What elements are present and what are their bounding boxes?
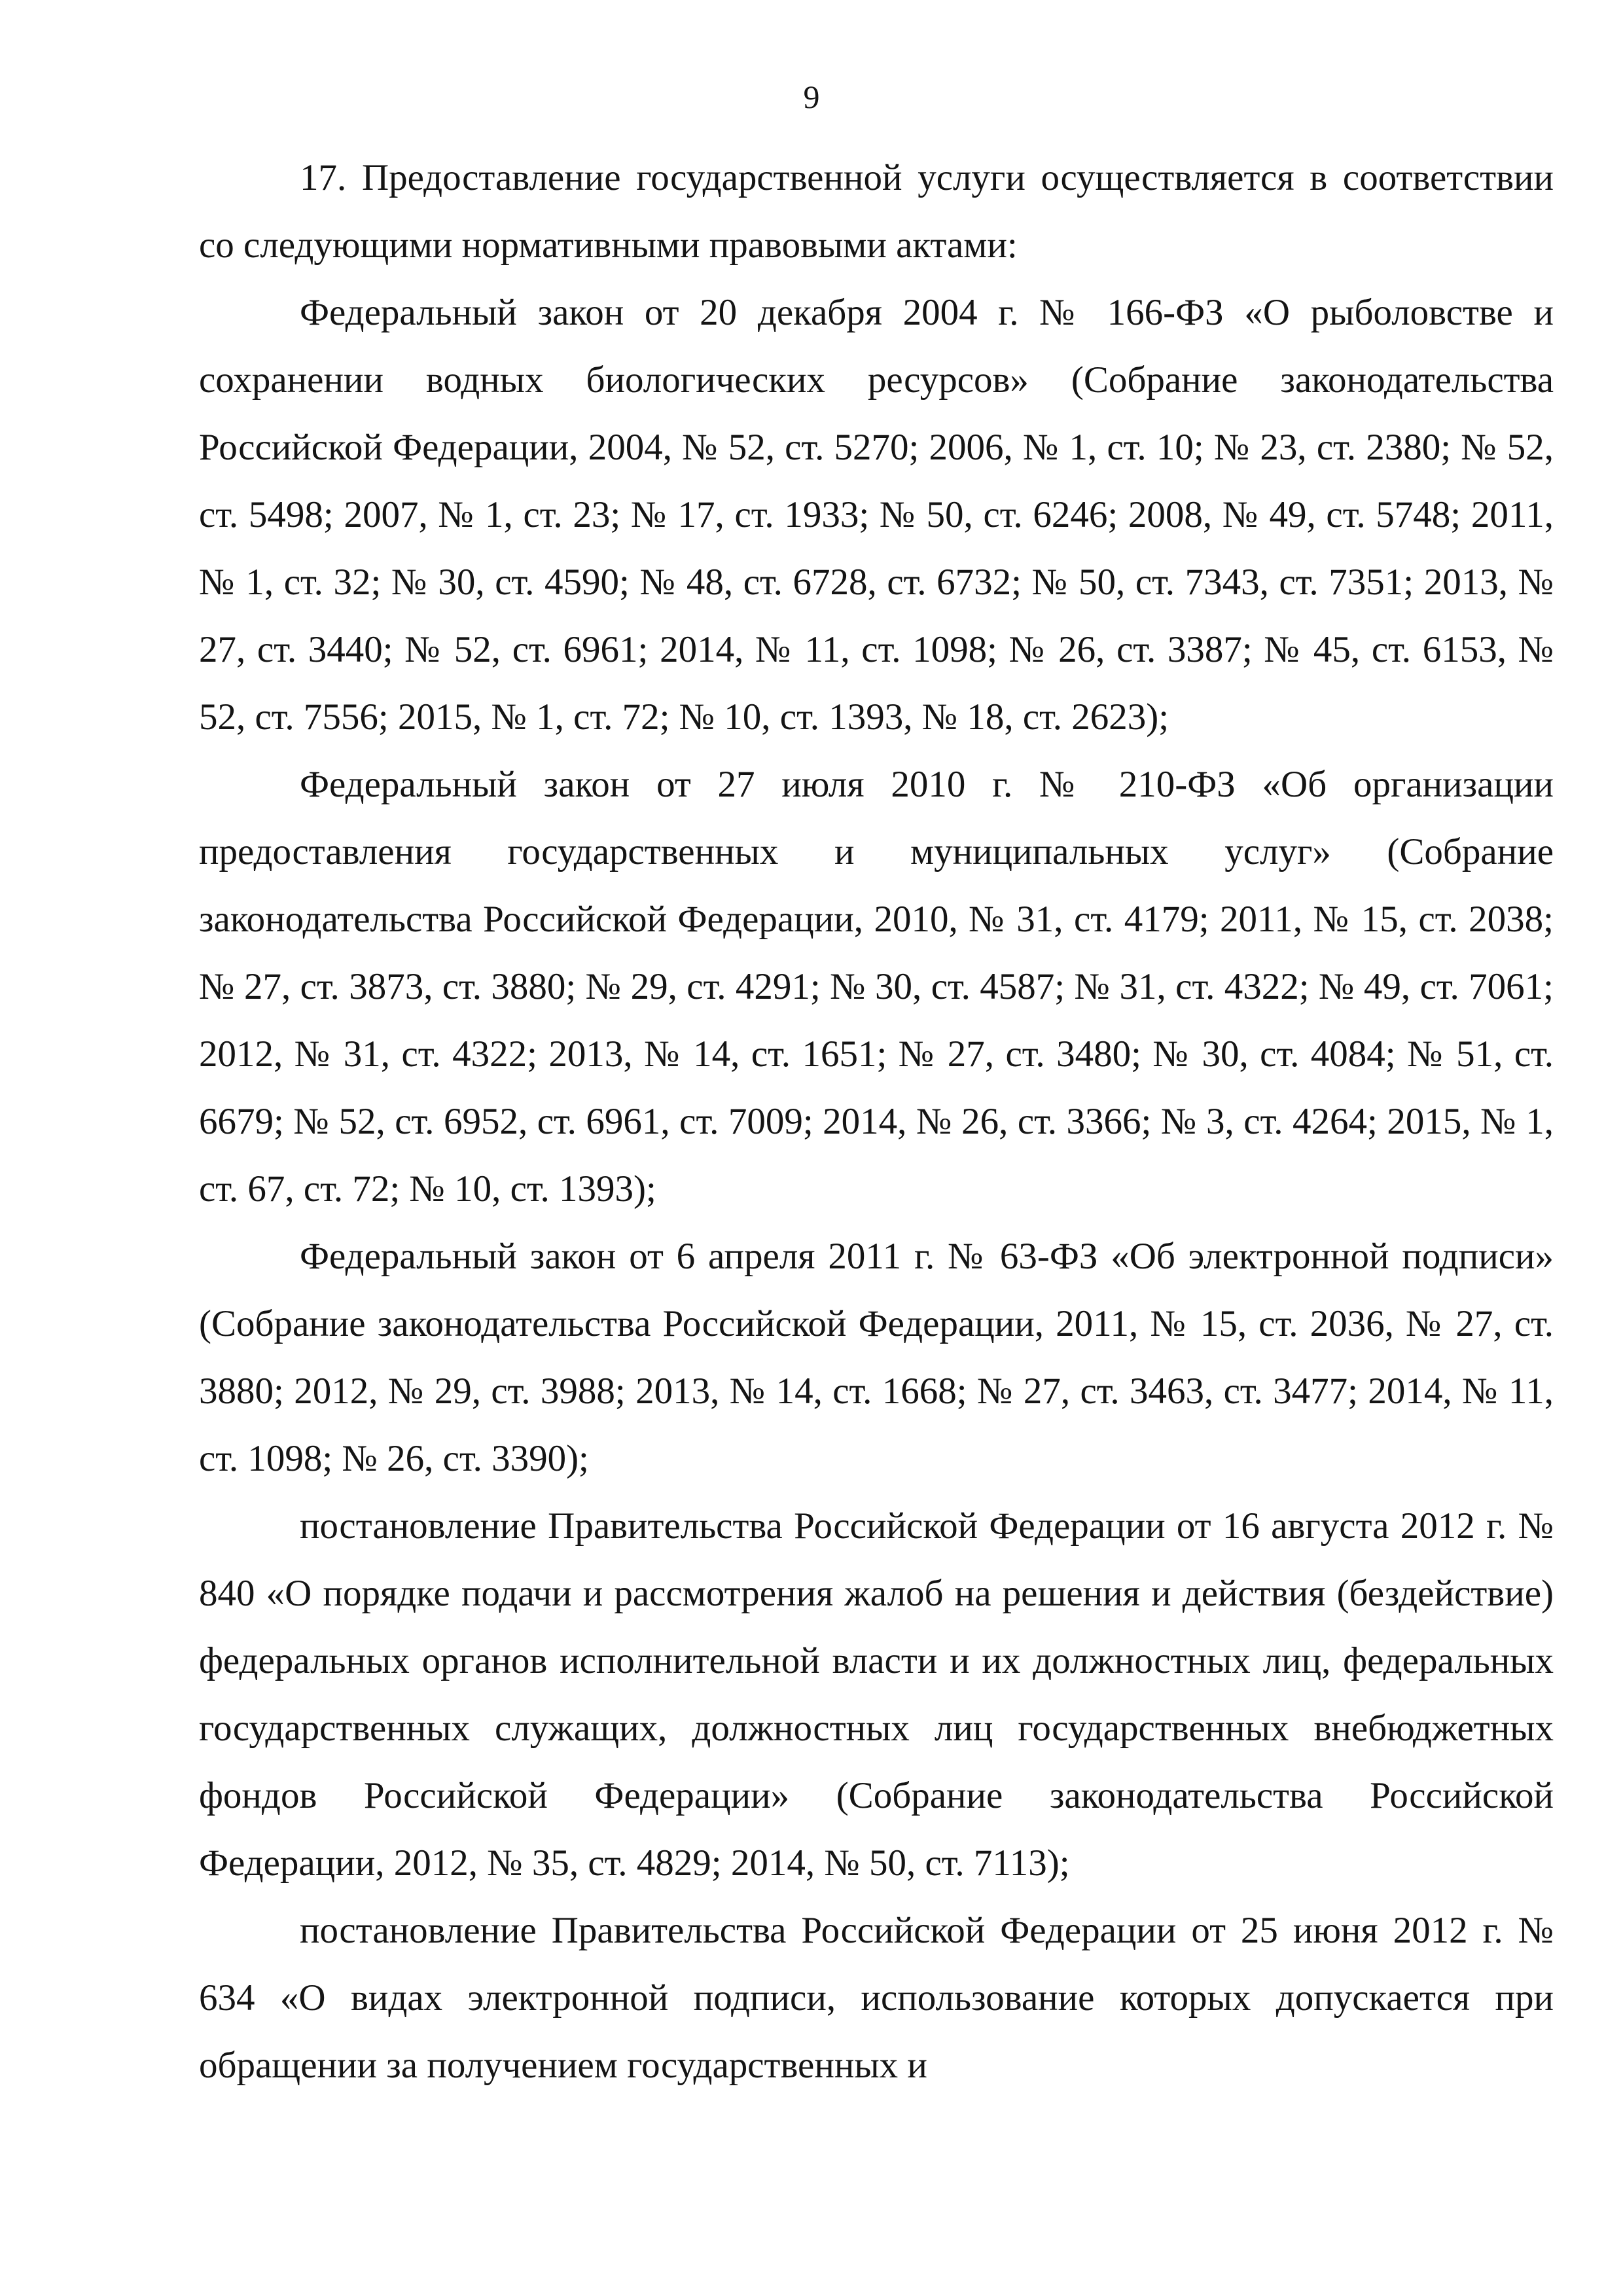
paragraph-decree-840: постановление Правительства Российской Федерации от 16 августа 2012 г. № 840 «О порядке подачи и рассмотрения жалоб на решения и действия (бездействие) федеральных органов исполнительной власти и их должностных лиц, федеральных государственных служащих, должностных лиц государственных внебюджетных фондов Российской Федерации» (Собрание законодательства Российской Федерации, 2012, № 35, ст. 4829; 2014, № 50, ст. 7113); bbox=[199, 1505, 1554, 1884]
paragraph-decree-634: постановление Правительства Российской Федерации от 25 июня 2012 г. № 634 «О видах электронной подписи, использование которых допускается при обращении за получением государственных и bbox=[199, 1910, 1554, 2086]
paragraph-law-63-fz: Федеральный закон от 6 апреля 2011 г. № 63-ФЗ «Об электронной подписи» (Собрание законодательства Российской Федерации, 2011, № 15, ст. 2036, № 27, ст. 3880; 2012, № 29, ст. 3988; 2013, № 14, ст. 1668; № 27, ст. 3463, ст. 3477; 2014, № 11, ст. 1098; № 26, ст. 3390); bbox=[199, 1236, 1554, 1479]
document-body bbox=[199, 144, 1554, 2099]
paragraph-law-210-fz: Федеральный закон от 27 июля 2010 г. № 210-ФЗ «Об организации предоставления государственных и муниципальных услуг» (Собрание законодательства Российской Федерации, 2010, № 31, ст. 4179; 2011, № 15, ст. 2038; № 27, ст. 3873, ст. 3880; № 29, ст. 4291; № 30, ст. 4587; № 31, ст. 4322; № 49, ст. 7061; 2012, № 31, ст. 4322; 2013, № 14, ст. 1651; № 27, ст. 3480; № 30, ст. 4084; № 51, ст. 6679; № 52, ст. 6952, ст. 6961, ст. 7009; 2014, № 26, ст. 3366; № 3, ст. 4264; 2015, № 1, ст. 67, ст. 72; № 10, ст. 1393); bbox=[199, 764, 1554, 1210]
paragraph-law-166-fz: Федеральный закон от 20 декабря 2004 г. № 166-ФЗ «О рыболовстве и сохранении водных биологических ресурсов» (Собрание законодательства Российской Федерации, 2004, № 52, ст. 5270; 2006, № 1, ст. 10; № 23, ст. 2380; № 52, ст. 5498; 2007, № 1, ст. 23; № 17, ст. 1933; № 50, ст. 6246; 2008, № 49, ст. 5748; 2011, № 1, ст. 32; № 30, ст. 4590; № 48, ст. 6728, ст. 6732; № 50, ст. 7343, ст. 7351; 2013, № 27, ст. 3440; № 52, ст. 6961; 2014, № 11, ст. 1098; № 26, ст. 3387; № 45, ст. 6153, № 52, ст. 7556; 2015, № 1, ст. 72; № 10, ст. 1393, № 18, ст. 2623); bbox=[199, 292, 1554, 738]
paragraph-17: 17. Предоставление государственной услуги осуществляется в соответствии со следующими нормативными правовыми актами: bbox=[199, 157, 1554, 266]
page-number: 9 bbox=[803, 79, 820, 115]
